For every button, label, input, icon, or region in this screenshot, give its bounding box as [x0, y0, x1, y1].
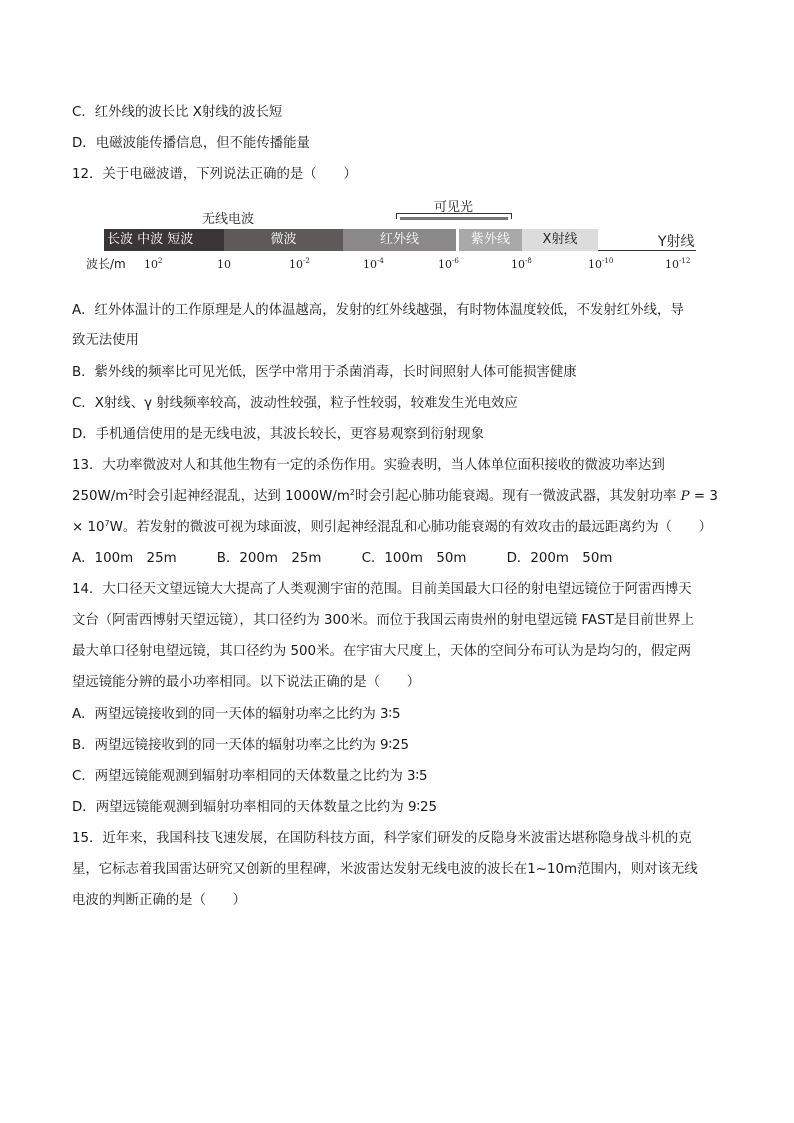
tick-label: $10^{-4}$: [363, 257, 384, 271]
tick-label: $10^2$: [144, 257, 163, 271]
option-14c: C．两望远镜能观测到辐射功率相同的天体数量之比约为 3∶5: [72, 769, 428, 784]
tick-label: 10: [217, 258, 231, 271]
question-14-line1: 14．大口径天文望远镜大大提高了人类观测宇宙的范围。目前美国最大口径的射电望远镜位于阿雷西博天: [72, 582, 692, 597]
band-gamma: Y射线: [658, 234, 695, 250]
tick-label: $10^{-10}$: [588, 257, 614, 271]
band-infrared: 红外线: [343, 229, 456, 251]
question-13-line3: × $10^7W$。若发射的微波可视为球面波，则引起神经混乱和心肺功能衰竭的有效攻击的最远距离约为（ ）: [72, 519, 713, 535]
option-12b: B．紫外线的频率比可见光低，医学中常用于杀菌消毒，长时间照射人体可能损害健康: [72, 365, 577, 380]
tick-label: $10^{-2}$: [289, 257, 310, 271]
question-14-line4: 望远镜能分辨的最小功率相同。以下说法正确的是（ ）: [72, 675, 421, 690]
question-13-line2: $250W/m^2$时会引起神经混乱，达到 $1000W/m^2$时会引起心肺功能衰竭。现有一微波武器，其发射功率 P = 3: [72, 488, 718, 504]
visible-light-bar: [400, 217, 508, 220]
band-microwave: 微波: [224, 229, 343, 251]
question-14-line2: 文台（阿雷西博射天望远镜），其口径约为 300米。而位于我国云南贵州的射电望远镜 FAST是目前世界上: [72, 613, 695, 628]
question-15-line2: 星，它标志着我国雷达研究又创新的里程碑，米波雷达发射无线电波的波长在1~10m范围内，则对该无线: [72, 862, 698, 877]
visible-light-label: 可见光: [434, 200, 474, 215]
band-long-mid-short: 长波 中波 短波: [104, 229, 224, 251]
question-15-line3: 电波的判断正确的是（ ）: [72, 893, 247, 908]
option-11d: D．电磁波能传播信息，但不能传播能量: [72, 136, 310, 151]
radio-wave-label: 无线电波: [202, 212, 255, 227]
wavelength-axis-label: 波长/m: [86, 257, 126, 271]
question-13-options: A．100m 25m B．200m 25m C．100m 50m D．200m 50m: [72, 551, 613, 566]
tick-label: $10^{-8}$: [511, 257, 532, 271]
tick-label: $10^{-6}$: [438, 257, 459, 271]
option-11c: C．红外线的波长比 X射线的波长短: [72, 105, 283, 120]
question-15-line1: 15．近年来，我国科技飞速发展，在国防科技方面，科学家们研发的反隐身米波雷达堪称隐身战斗机的克: [72, 831, 692, 846]
band-ultraviolet: 紫外线: [459, 229, 522, 251]
option-12c: C．X射线、γ 射线频率较高，波动性较强，粒子性较弱，较难发生光电效应: [72, 396, 518, 411]
em-spectrum-diagram: [80, 196, 720, 280]
question-14-line3: 最大单口径射电望远镜，其口径约为 500米。在宇宙大尺度上，天体的空间分布可认为是均匀的，假定两: [72, 644, 691, 659]
question-13-line1: 13．大功率微波对人和其他生物有一定的杀伤作用。实验表明，当人体单位面积接收的微波功率达到: [72, 458, 665, 473]
tick-label: $10^{-12}$: [665, 257, 691, 271]
option-14d: D．两望远镜能观测到辐射功率相同的天体数量之比约为 9∶25: [72, 800, 437, 815]
question-12-stem: 12．关于电磁波谱，下列说法正确的是（ ）: [72, 167, 357, 182]
band-xray: X射线: [522, 229, 598, 251]
option-12a-line2: 致无法使用: [72, 333, 139, 348]
option-14a: A．两望远镜接收到的同一天体的辐射功率之比约为 3∶5: [72, 707, 401, 722]
option-12a-line1: A．红外体温计的工作原理是人的体温越高，发射的红外线越强，有时物体温度较低，不发射红外线，导: [72, 303, 684, 318]
option-12d: D．手机通信使用的是无线电波，其波长较长，更容易观察到衍射现象: [72, 427, 485, 442]
option-14b: B．两望远镜接收到的同一天体的辐射功率之比约为 9∶25: [72, 738, 410, 753]
